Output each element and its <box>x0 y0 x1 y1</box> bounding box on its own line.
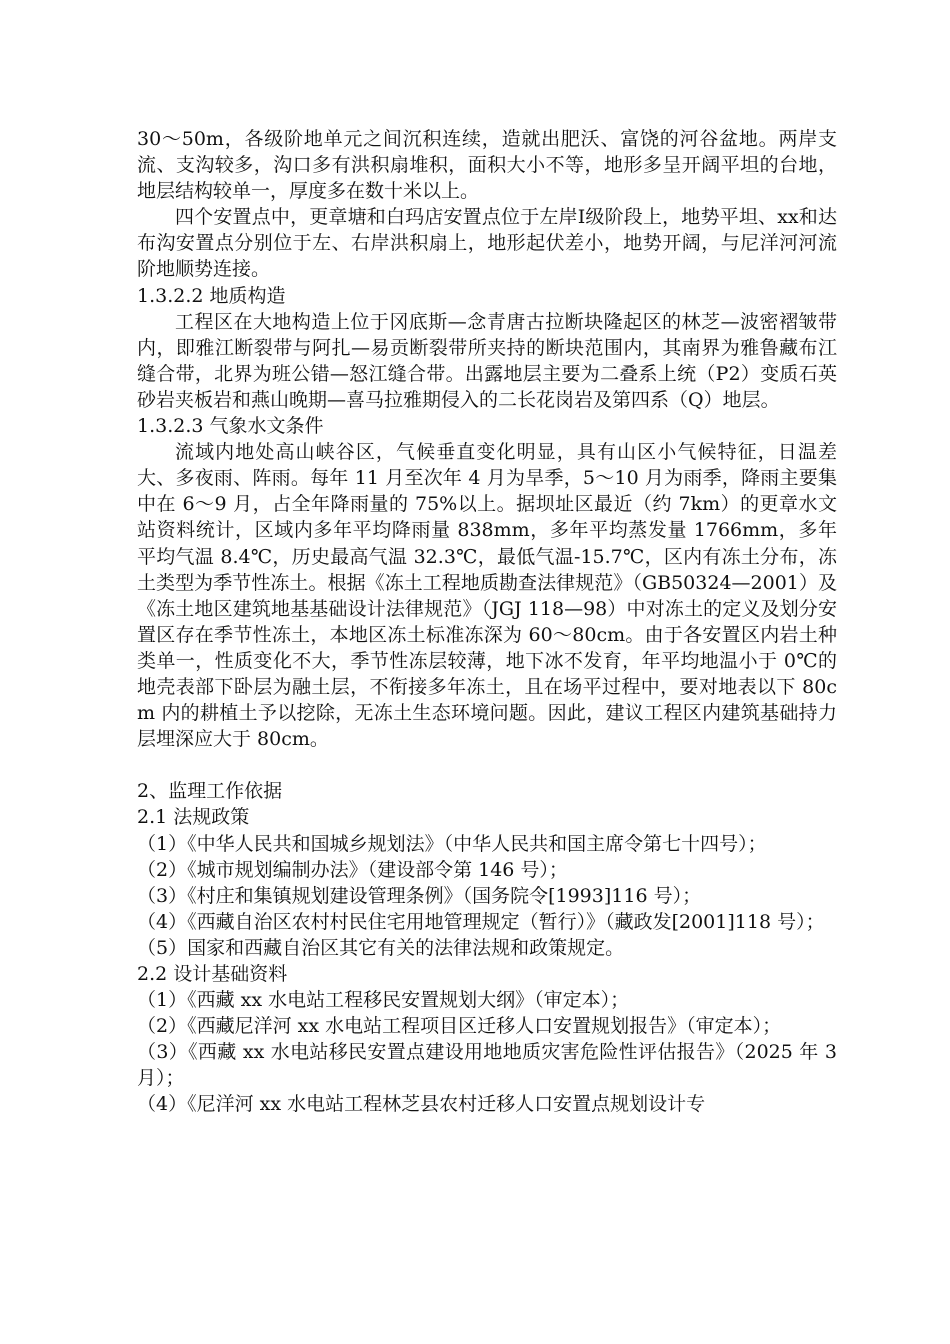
paragraph-resettlement-sites: 四个安置点中，更章塘和白玛店安置点位于左岸Ⅰ级阶段上，地势平坦、xx和达布沟安置点分别位于左、右岸洪积扇上，地形起伏差小，地势开阔，与尼洋河河流阶地顺势连接。 <box>137 206 837 281</box>
paragraph-terrace-description: 30～50m，各级阶地单元之间沉积连续，造就出肥沃、富饶的河谷盆地。两岸支流、支沟较多，沟口多有洪积扇堆积，面积大小不等，地形多呈开阔平坦的台地，地层结构较单一，厚度多在数十米以上。 <box>137 128 837 203</box>
section-heading-regulations: 2.1 法规政策 <box>137 806 250 829</box>
section-heading-geology: 1.3.2.2 地质构造 <box>137 284 286 307</box>
section-heading-climate: 1.3.2.3 气象水文条件 <box>137 415 324 438</box>
chapter-heading-supervision-basis: 2、监理工作依据 <box>137 780 283 803</box>
document-page <box>137 126 837 1118</box>
paragraph-geology: 工程区在大地构造上位于冈底斯—念青唐古拉断块隆起区的林芝—波密褶皱带内，即雅江断裂带与阿扎—易贡断裂带所夹持的断块范围内，其南界为雅鲁藏布江缝合带，北界为班公错—怒江缝合带。出露地层主要为二叠系上统（P2）变质石英砂岩夹板岩和燕山晚期—喜马拉雅期侵入的二长花岗岩及第四系（Q）地层。 <box>137 310 837 411</box>
list-item-material-2: （2）《西藏尼洋河 xx 水电站工程项目区迁移人口安置规划报告》（审定本）； <box>137 1015 782 1038</box>
section-heading-design-materials: 2.2 设计基础资料 <box>137 963 288 985</box>
list-item-regulation-4: （4）《西藏自治区农村村民住宅用地管理规定（暂行）》（藏政发[2001]118 号）； <box>137 910 825 933</box>
list-item-material-4: （4）《尼洋河 xx 水电站工程林芝县农村迁移人口安置点规划设计专 <box>137 1093 706 1116</box>
paragraph-climate: 流域内地处高山峡谷区，气候垂直变化明显，具有山区小气候特征，日温差大、多夜雨、阵雨。每年 11 月至次年 4 月为旱季，5～10 月为雨季，降雨主要集中在 6～9 月，占全年降雨量的 75%以上。据坝址区最近（约 7km）的更章水文站资料统计，区域内多年平均降雨量 838mm，多年平均蒸发量 1766mm，多年平均气温 8.4℃，历史最高气温 32.3℃，最低气温-15.7℃，区内有冻土分布，冻土类型为季节性冻土。根据《冻土工程地质勘查法律规范》（GB50324—2001）及《冻土地区建筑地基基础设计法律规范》（JGJ 118—98）中对冻土的定义及划分安置区存在季节性冻土，本地区冻土标准冻深为 60～80cm。由于各安置区内岩土种类单一，性质变化不大，季节性冻层较薄，地下冰不发育，年平均地温小于 0℃的地壳表部下卧层为融土层，不衔接多年冻土，且在场平过程中，要对地表以下 80cm 内的耕植土予以挖除，无冻土生态环境问题。因此，建议工程区内建筑基础持力层埋深应大于 80cm。 <box>137 441 837 751</box>
list-item-regulation-2: （2）《城市规划编制办法》（建设部令第 146 号）； <box>137 858 568 881</box>
list-item-regulation-1: （1）《中华人民共和国城乡规划法》（中华人民共和国主席令第七十四号）； <box>137 832 767 855</box>
blank-line <box>137 752 837 778</box>
list-item-material-3: （3）《西藏 xx 水电站移民安置点建设用地地质灾害危险性评估报告》（2025 年 3 月）； <box>137 1041 837 1090</box>
list-item-regulation-3: （3）《村庄和集镇规划建设管理条例》（国务院令[1993]116 号）； <box>137 884 702 907</box>
list-item-material-1: （1）《西藏 xx 水电站工程移民安置规划大纲》（审定本）； <box>137 989 630 1012</box>
list-item-regulation-5: （5）国家和西藏自治区其它有关的法律法规和政策规定。 <box>137 936 625 959</box>
